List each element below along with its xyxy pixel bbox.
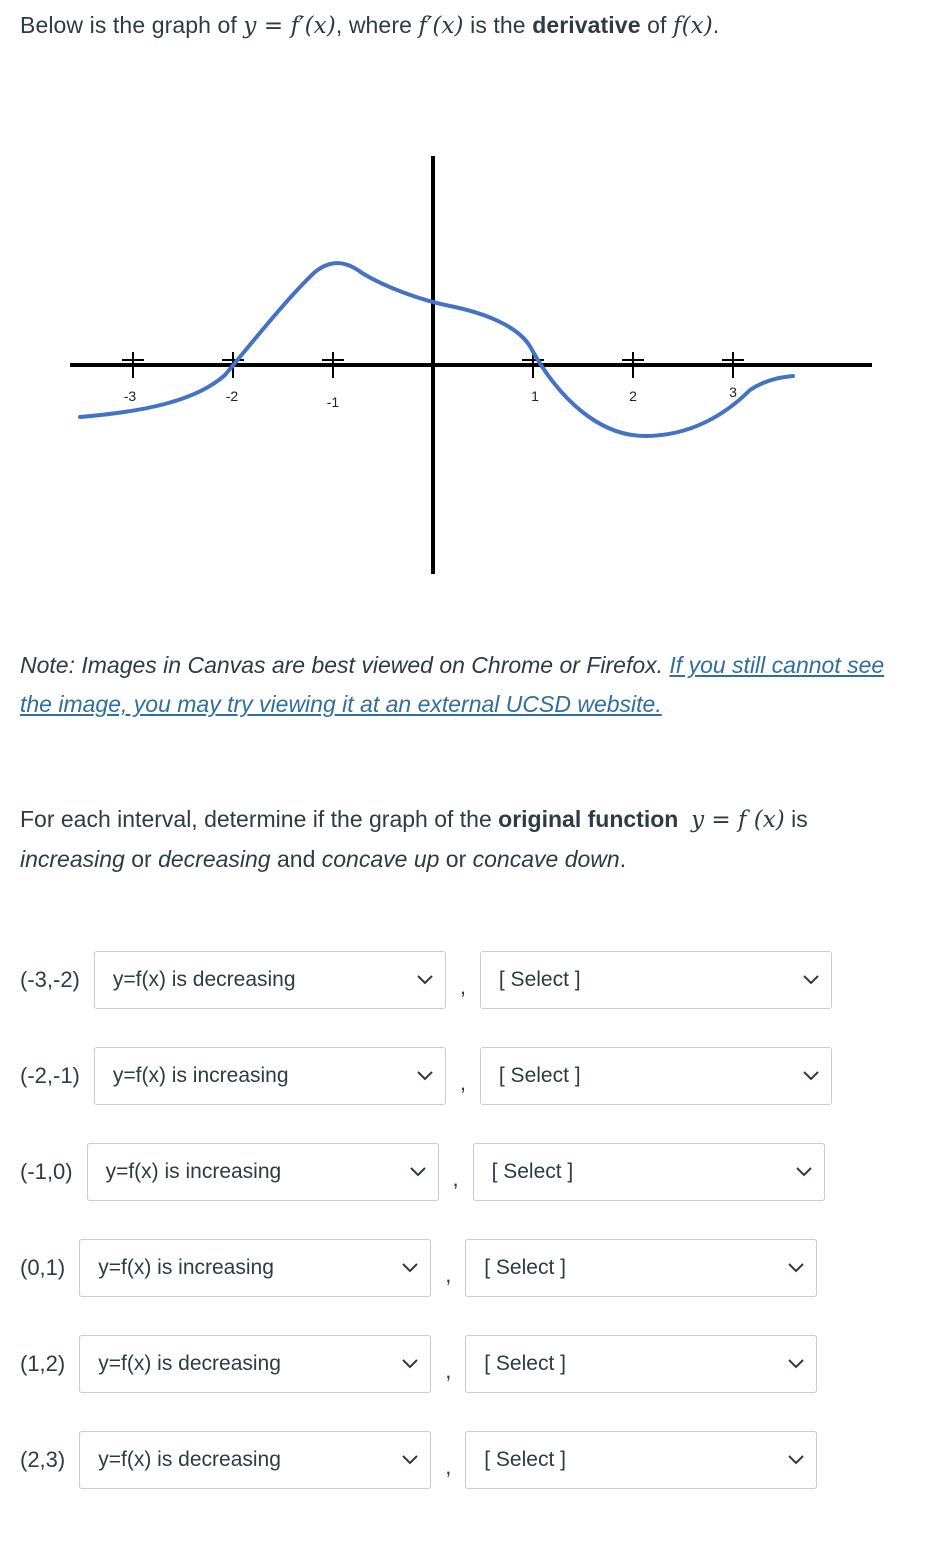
prompt-text: For each interval, determine if the graph of the: [20, 806, 499, 832]
external-website-link[interactable]: If you still cannot see the image, you may try viewing it at an external UCSD website.: [20, 652, 885, 717]
chevron-down-icon: [410, 1167, 426, 1177]
tick-label: -1: [326, 394, 340, 410]
intro-bold-derivative: derivative: [532, 12, 641, 38]
concavity-dropdown[interactable]: [480, 951, 832, 1009]
chevron-down-icon: [402, 1263, 418, 1273]
interval-row: [20, 1430, 817, 1490]
dropdown-value: [ Select ]: [484, 1352, 566, 1375]
comma-separator: ,: [445, 1454, 452, 1479]
interval-row: [20, 1046, 832, 1106]
chevron-down-icon: [402, 1359, 418, 1369]
prompt-text: or: [439, 846, 473, 872]
monotonic-dropdown[interactable]: [79, 1431, 431, 1489]
dropdown-value: y=f(x) is increasing: [98, 1256, 274, 1279]
dropdown-value: y=f(x) is decreasing: [98, 1448, 281, 1471]
interval-row: [20, 1238, 817, 1298]
chevron-down-icon: [417, 975, 433, 985]
interval-label: (-2,-1): [20, 1063, 80, 1088]
intro-fx: f(x): [672, 13, 713, 39]
concavity-dropdown[interactable]: [473, 1143, 825, 1201]
concavity-dropdown[interactable]: [465, 1335, 817, 1393]
intro-text: of: [640, 12, 673, 38]
monotonic-dropdown[interactable]: [87, 1143, 439, 1201]
concavity-dropdown[interactable]: [465, 1431, 817, 1489]
dropdown-value: y=f(x) is increasing: [105, 1160, 282, 1183]
dropdown-value: [ Select ]: [484, 1448, 566, 1471]
intro-text: Below is the graph of: [20, 12, 244, 38]
prompt-text: is: [784, 806, 808, 832]
interval-label: (-1,0): [20, 1159, 73, 1184]
dropdown-value: y=f(x) is increasing: [112, 1064, 289, 1087]
dropdown-value: [ Select ]: [498, 968, 581, 991]
interval-label: (-3,-2): [20, 967, 80, 992]
prompt-decreasing: decreasing: [158, 846, 271, 872]
tick-label: 3: [729, 384, 737, 400]
prompt-concave-down: concave down: [472, 846, 620, 872]
intro-text: is the: [463, 12, 533, 38]
interval-label: (0,1): [20, 1255, 66, 1280]
prompt-concave-up: concave up: [321, 846, 440, 872]
chevron-down-icon: [788, 1263, 804, 1273]
prompt-text: .: [619, 846, 627, 872]
derivative-graph: [0, 140, 946, 580]
question-prompt: [20, 800, 920, 879]
intro-text: .: [712, 12, 720, 38]
prompt-text: and: [270, 846, 322, 872]
note-text: Note: Images in Canvas are best viewed on Chrome or Firefox.: [20, 652, 670, 678]
comma-separator: ,: [445, 1358, 452, 1383]
interval-label: (1,2): [20, 1351, 66, 1376]
prompt-text: or: [124, 846, 159, 872]
tick-label: 2: [629, 388, 637, 404]
comma-separator: ,: [459, 1070, 466, 1095]
chevron-down-icon: [796, 1167, 812, 1177]
dropdown-value: [ Select ]: [498, 1064, 581, 1087]
chevron-down-icon: [803, 1071, 819, 1081]
chevron-down-icon: [402, 1455, 418, 1465]
concavity-dropdown[interactable]: [465, 1239, 817, 1297]
dropdown-value: y=f(x) is decreasing: [112, 968, 296, 991]
prompt-increasing: increasing: [20, 846, 125, 872]
chevron-down-icon: [788, 1455, 804, 1465]
chevron-down-icon: [417, 1071, 433, 1081]
tick-label: -3: [123, 388, 137, 404]
intro-text: , where: [335, 12, 419, 38]
interval-row: [20, 1142, 825, 1202]
dropdown-value: [ Select ]: [484, 1256, 566, 1279]
interval-row: [20, 1334, 817, 1394]
browser-note: [20, 646, 920, 724]
monotonic-dropdown[interactable]: [94, 1047, 446, 1105]
intro-equation: y = f′(x): [243, 13, 336, 39]
tick-label: -2: [225, 388, 239, 404]
prompt-equation: y = f (x): [691, 807, 785, 833]
intro-fprime: f′(x): [418, 13, 464, 39]
comma-separator: ,: [445, 1262, 452, 1287]
comma-separator: ,: [459, 974, 466, 999]
prompt-bold-original-function: original function: [498, 806, 679, 832]
question-intro: [20, 12, 719, 39]
dropdown-value: [ Select ]: [491, 1160, 574, 1183]
monotonic-dropdown[interactable]: [94, 951, 446, 1009]
comma-separator: ,: [452, 1166, 459, 1191]
monotonic-dropdown[interactable]: [79, 1335, 431, 1393]
chevron-down-icon: [788, 1359, 804, 1369]
concavity-dropdown[interactable]: [480, 1047, 832, 1105]
tick-label: 1: [531, 388, 539, 404]
interval-row: [20, 950, 832, 1010]
dropdown-value: y=f(x) is decreasing: [98, 1352, 281, 1375]
interval-label: (2,3): [20, 1447, 66, 1472]
derivative-curve: [80, 263, 793, 436]
monotonic-dropdown[interactable]: [79, 1239, 431, 1297]
chevron-down-icon: [803, 975, 819, 985]
